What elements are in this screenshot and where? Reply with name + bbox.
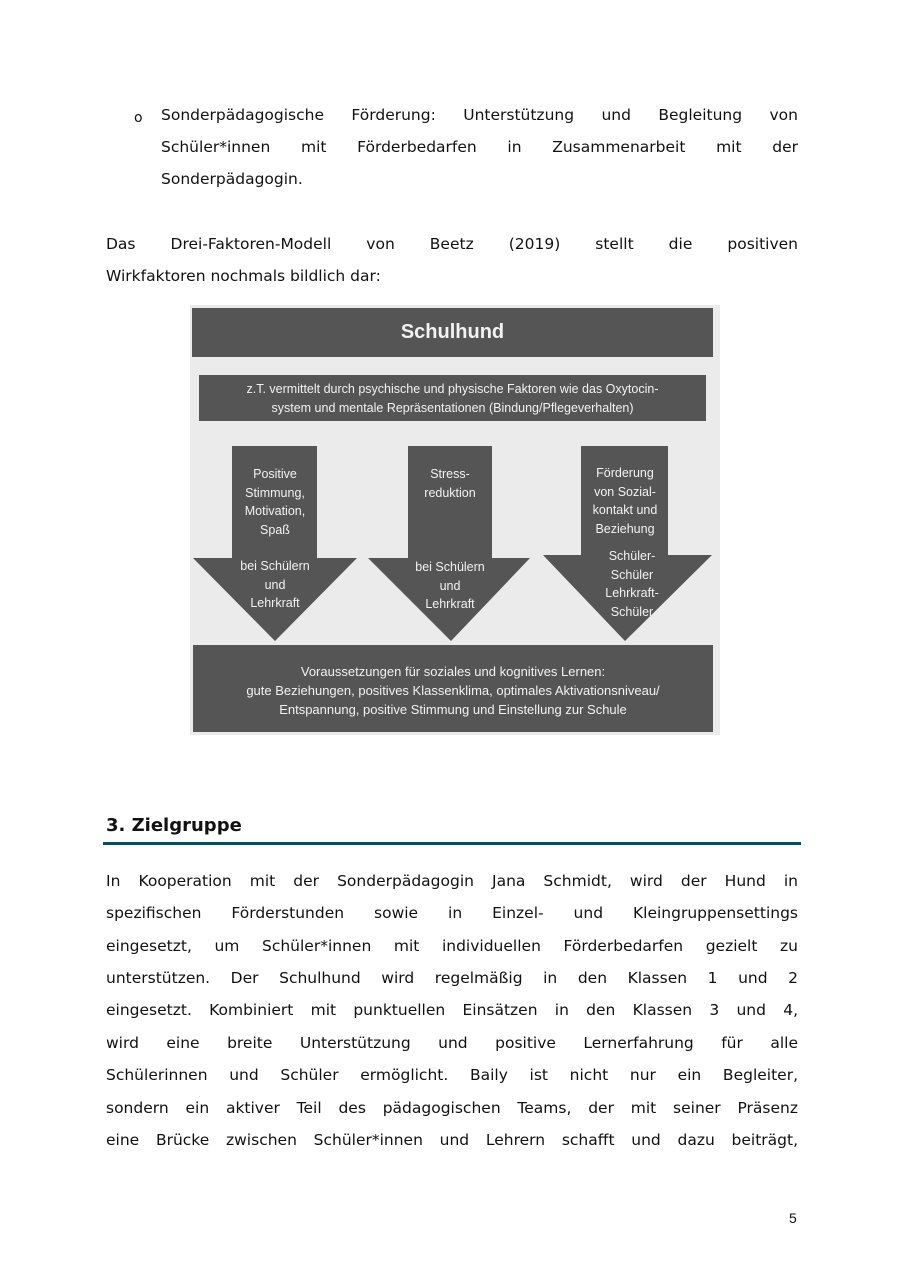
- result-line: Voraussetzungen für soziales und kognitives Lernen:: [300, 664, 606, 679]
- bullet-line: Sonderpädagogische Förderung: Unterstützung und Begleitung von: [161, 106, 798, 124]
- arrow-1-bottom: [215, 557, 335, 613]
- bullet-line: Schüler*innen mit Förderbedarfen in Zusammenarbeit mit der: [161, 138, 798, 156]
- arrow-text: von Sozial-: [594, 484, 656, 499]
- intro-line: Wirkfaktoren nochmals bildlich dar:: [106, 267, 381, 285]
- arrow-text: Lehrkraft: [425, 597, 475, 611]
- arrow-text: Lehrkraft: [250, 596, 300, 610]
- bullet-line: Sonderpädagogin.: [161, 170, 303, 188]
- arrow-2-top: [390, 465, 510, 502]
- body-line: eingesetzt, um Schüler*innen mit individuellen Förderbedarfen gezielt zu: [106, 937, 798, 955]
- bullet-marker: o: [134, 110, 143, 126]
- result-line: Entspannung, positive Stimmung und Einstellung zur Schule: [279, 702, 627, 717]
- arrow-3-bottom: [572, 547, 692, 621]
- arrow-text: kontakt und: [592, 503, 658, 517]
- arrow-text: Schüler-: [608, 549, 656, 563]
- arrow-3-top: [565, 464, 685, 538]
- mediator-text: [199, 380, 706, 417]
- arrow-text: Lehrkraft-: [605, 586, 659, 600]
- body-line: In Kooperation mit der Sonderpädagogin Jana Schmidt, wird der Hund in: [106, 872, 798, 890]
- arrow-text: bei Schülern: [415, 560, 485, 574]
- body-line: Schülerinnen und Schüler ermöglicht. Baily ist nicht nur ein Begleiter,: [106, 1066, 798, 1084]
- mediator-line: z.T. vermittelt durch psychische und physische Faktoren wie das Oxytocin-: [246, 382, 659, 396]
- arrow-text: Schüler: [610, 604, 654, 619]
- arrow-text: Stimmung,: [245, 485, 305, 500]
- arrow-text: reduktion: [424, 485, 476, 500]
- arrow-text: bei Schülern: [240, 559, 310, 573]
- arrow-text: Beziehung: [595, 521, 655, 536]
- arrow-1-top: [215, 465, 335, 539]
- arrow-text: Schüler: [610, 567, 654, 582]
- arrow-text: Spaß: [260, 522, 290, 537]
- arrow-text: Stress-: [430, 467, 470, 481]
- body-line: unterstützen. Der Schulhund wird regelmäßig in den Klassen 1 und 2: [106, 969, 798, 987]
- arrow-text: Förderung: [596, 466, 654, 480]
- three-factor-diagram: [190, 305, 720, 735]
- mediator-line: system und mentale Repräsentationen (Bindung/Pflegeverhalten): [271, 400, 634, 415]
- result-line: gute Beziehungen, positives Klassenklima, optimales Aktivationsniveau/: [246, 683, 660, 698]
- body-line: spezifischen Förderstunden sowie in Einzel- und Kleingruppensettings: [106, 904, 798, 922]
- section-heading: 3. Zielgruppe: [106, 815, 242, 836]
- heading-rule: [103, 842, 801, 845]
- arrow-text: und: [439, 578, 461, 593]
- result-text: [193, 662, 713, 719]
- arrow-text: Motivation,: [244, 504, 306, 518]
- arrow-2-bottom: [390, 558, 510, 614]
- diagram-title: Schulhund: [400, 321, 505, 343]
- body-line: sondern ein aktiver Teil des pädagogischen Teams, der mit seiner Präsenz: [106, 1099, 798, 1117]
- body-line: wird eine breite Unterstützung und positive Lernerfahrung für alle: [106, 1034, 798, 1052]
- arrow-text: und: [264, 577, 286, 592]
- body-line: eingesetzt. Kombiniert mit punktuellen Einsätzen in den Klassen 3 und 4,: [106, 1001, 798, 1019]
- intro-line: Das Drei-Faktoren-Modell von Beetz (2019) stellt die positiven: [106, 235, 798, 253]
- page-number: 5: [789, 1210, 797, 1226]
- body-line: eine Brücke zwischen Schüler*innen und Lehrern schafft und dazu beiträgt,: [106, 1131, 798, 1149]
- arrow-text: Positive: [253, 467, 297, 481]
